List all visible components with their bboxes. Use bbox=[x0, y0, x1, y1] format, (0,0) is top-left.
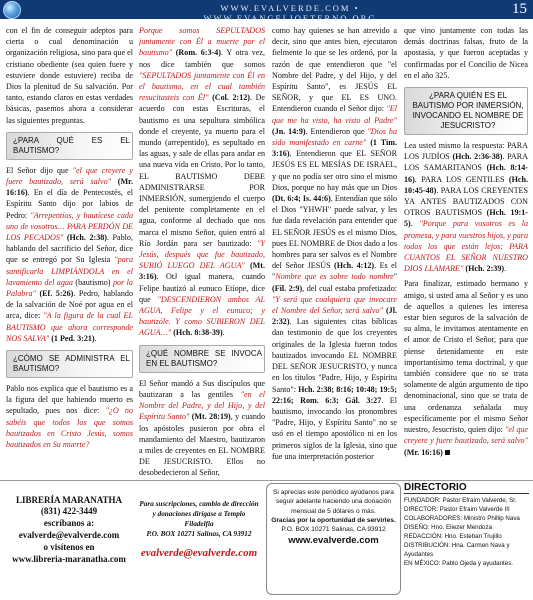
support-box bbox=[266, 483, 401, 595]
paragraph: que vino juntamente con todas las demás doctrinas falsas, fruto de la apostasía, y que fueron aceptadas y confirmadas por el Concilio de Nicea en el año 325. bbox=[404, 26, 528, 80]
directory-row: DIRECTOR: Pastor Efraim Valverde III bbox=[404, 506, 510, 513]
paragraph: El Señor dijo que "el que creyere y fuere bautizado, será salvo" (Mr. 16:16). En el día de Pentecostés, el Espíritu Santo dijo por labios de Pedro: "Arrepentíos, y bautícese cada uno de vosotros… PARA PERDÓN DE LOS PECADOS" (Hch. 2:38). Pablo, hablando del sacrificio del Señor, dice que se entregó por Su Iglesia "para santificarla LIMPIÁNDOLA en el lavamiento del agua (bautismo) por la Palabra" (Ef. 5:26). Pedro, hablando de la salvación de Noé por agua en el arca, dice: "A la figura de la cual EL BAUTISMO que ahora corresponde NOS SALVA" (1 Ped. 3:21). bbox=[6, 165, 133, 343]
write-label: escríbanos a: bbox=[43, 518, 95, 528]
support-web-link[interactable]: www.evalverde.com bbox=[288, 535, 379, 547]
bookstore-name: LIBRERÍA MARANATHA bbox=[15, 495, 123, 505]
article-column-2 bbox=[139, 25, 265, 477]
subscription-info bbox=[138, 483, 260, 595]
directory-title: DIRECTORIO bbox=[404, 483, 529, 494]
subscription-email-link[interactable]: evalverde@evalverde.com bbox=[140, 547, 258, 559]
section-heading-como-se-administra: ¿CÓMO SE ADMINISTRA EL BAUTISMO? bbox=[6, 350, 133, 378]
paragraph: Porque somos SEPULTADOS juntamente con Él a muerte por el bautismo" (Rom. 6:3-4). Y otra vez, nos dice también que somos "SEPULTADOS juntamente con Él en el bautismo, en el cual también resucitasteis con Él" (Col. 2:12). De acuerdo con estas Escrituras, el bautismo es una sepultura simbólica donde el creyente, ya muerto para el mundo (arrepentido), es sepultado en las aguas, y sale de ellas para andar en una nueva vida en Cristo. Por lo tanto, EL BAUTISMO DEBE ADMINISTRARSE POR INMERSIÓN, sumergiendo el cuerpo del penitente completamente en el agua, conforme al dechado que nos marca el mismo Señor, quien entró al Río Jordán para ser bautizado: "Y Jesús, después que fue bautizado, SUBIÓ LUEGO DEL AGUA" (Mt. 3:16). OtJ igual manera, cuando Felipe bautizó al eunuco Etíope, dice que "DESCENDIERON ambos AL AGUA, Felipe y el eunuco; y bautizóle. Y como SUBIERON DEL AGUA…" (Hch. 8:38-39). bbox=[139, 26, 265, 338]
directory-row: REDACCIÓN: Hno. Esteban Trujillo bbox=[404, 533, 502, 540]
directory bbox=[404, 483, 529, 595]
section-heading-para-que: ¿PARA QUÉ ES EL BAUTISMO? bbox=[6, 132, 133, 160]
end-mark bbox=[445, 450, 450, 455]
directory-row: FUNDADOR: Pastor Efraim Valverde, Sr. bbox=[404, 497, 517, 504]
header-websites: WWW.EVALVERDE.COM • WWW.EVANGELIOETERNO.ORG bbox=[203, 3, 377, 23]
page-number: 15 bbox=[512, 1, 527, 17]
section-heading-que-nombre: ¿QUÉ NOMBRE SE INVOCA EN EL BAUTISMO? bbox=[139, 345, 265, 373]
paragraph: Pablo nos explica que el bautismo es a la figura del que habiendo muerto es sepultado, pues nos dice: "¿O no sabéis que todos los que somos bautizados en Cristo Jesús, somos bautizados en Su muerte? bbox=[6, 384, 133, 450]
article-column-3 bbox=[272, 25, 397, 477]
directory-row: EN MÉXICO: Pablo Ojeda y ayudantes. bbox=[404, 560, 514, 567]
paragraph: Para finalizar, estimado hermano y amigo, si usted ama al Señor y es uno de aquellos a quienes les interesa estar bien seguros de la salvación de su alma, le invitamos atentamente en el amor de Cristo el Señor, para que piense detenidamente en este importantísimo tema doctrinal, y que también considere que no se trata solamente de algún argumento de tipo denominacional, sino que se trata de una ordenanza señalada muy específicamente por el mismo Señor nuestro, Jesucristo, quien dijo: "el que creyere y fuere bautizado, será salvo" (Mr. 16:16) bbox=[404, 279, 528, 457]
directory-row: DISEÑO: Hno. Eliezer Mendoza bbox=[404, 524, 493, 531]
support-text: Si aprecias este periódico ayúdanos para seguir adelante haciendo una donación mensual de 5 dólares o más. bbox=[273, 489, 394, 515]
paragraph: Lea usted mismo la respuesta: PARA LOS JUDÍOS (Hch. 2:36-38). PARA LOS SAMARITANOS (Hch. 8:14-16). PARA LOS GENTILES (Hch. 10:45-48). PARA LOS CREYENTES YA ANTES BAUTIZADOS CON OTROS BAUTISMOS (Hch. 19:1-5). "Porque para vosotros es la promesa, y para vuestros hijos, y para todos los que están lejos; PARA CUANTOS EL SEÑOR NUESTRO DIOS LLAMARE" (Hch. 2:39). bbox=[404, 141, 528, 274]
paragraph: El Señor mandó a Sus discípulos que bautizaran a las gentiles "en el Nombre del Padre, y del Hijo, y del Espíritu Santo" (Mt. 28:19), y cuando los apóstoles pusieron por obra el mandamiento del Maestro, bautizaron a miles de creyentes en EL NOMBRE DE JESUCRISTO. Ellos no desobedecieron al Señor, bbox=[139, 378, 265, 477]
footer-divider bbox=[0, 480, 533, 481]
globe-icon bbox=[3, 1, 21, 19]
page-header-bar bbox=[0, 0, 533, 23]
support-thanks: Gracias por la oportunidad de servirles. bbox=[271, 516, 396, 524]
support-address: P.O. BOX 10271 Salinas, CA 93912 bbox=[281, 526, 386, 534]
directory-row: DISTRIBUCIÓN: Hna. Carmen Nava y Ayudantes bbox=[404, 542, 510, 558]
bookstore-info bbox=[6, 483, 132, 595]
article-column-4 bbox=[404, 25, 528, 477]
subscription-address: P.O. BOX 10271 Salinas, CA 93912 bbox=[146, 530, 252, 538]
section-heading-para-quien: ¿PARA QUIÉN ES EL BAUTISMO POR INMERSIÓN, INVOCANDO EL NOMBRE DE JESUCRISTO? bbox=[404, 87, 528, 135]
subscription-text: Para suscripciones, cambio de dirección y donaciones dirígase a Templo Filadelfia bbox=[139, 500, 259, 528]
visit-label: o visítenos en bbox=[43, 542, 95, 552]
directory-row: COLABORADORES: Ministro Phillip Nava bbox=[404, 515, 520, 522]
paragraph: como hay quienes se han atrevido a decir, sino que antes bien, ejecutaron fielmente lo que se les ordenó, por la razón de que entendieron que "el Nombre del Padre, y del Hijo, y del Espíritu Santo", es JESÚS EL SEÑOR, y que EL ES UNO. Entendieron cuando el Señor dijo: "El que me ha visto, ha visto al Padre" (Jn. 14:9). Entendieron que "Dios ha sido manifestado en carne" (1 Tim. 3:16). Entendieron que EL SEÑOR JESÚS ES EL MESÍAS DE ISRAEL, y que no podía ser otro sino el mismo Dios, porque no hay más que un Dios (Dt. 6:4; Is. 44:6). Entendían que sólo el Dios "YHWH" puede salvar, y les fue dada revelación para entender que EL SEÑOR JESÚS es el mismo Dios, pues EL NOMBRE de Dios dado a los hombres para ser salvos es el Nombre del Señor JESÚS (Hch. 4:12). Es el "Nombre que es sobre todo nombre" (Fil. 2:9), del cual estaba profetizado: "Y será que cualquiera que invocare el Nombre del Señor, será salvo" (Jl. 2:32). Las siguientes citas bíblicas dan testimonio de que los creyentes originales de la Iglesia fueron todos bautizados invocando EL NOMBRE DEL SEÑOR JESUCRISTO, y nunca en los títulos "Padre, Hijo, y Espíritu Santo": Hch. 2:38; 8:16; 10:48; 19:5; 22:16; Rom. 6:3; Gál. 3:27. El bautismo, invocando los pronombres "Padre, Hijo, y Espíritu Santo" no se usó en el tiempo apostólico ni en los primeros siglos de la Iglesia, sino que fue una interpretación posterior bbox=[272, 26, 397, 461]
paragraph: con el fin de conseguir adeptos para cierta o cual denominación u organización religiosa, sino para que el cristiano obediente (sea quien fuere y estuviere donde estuviere) reciba de Dios la plenitud de Su salvación. Por tanto, estando claros en estas verdades básicas, pasemos ahora a considerar las siguientes preguntas. bbox=[6, 26, 133, 125]
bookstore-email-link[interactable]: evalverde@evalverde.com bbox=[18, 530, 120, 540]
article-column-1 bbox=[6, 25, 133, 477]
bookstore-phone: (831) 422-3449 bbox=[40, 506, 98, 516]
bookstore-web-link[interactable]: www.libreria-maranatha.com bbox=[12, 554, 126, 564]
